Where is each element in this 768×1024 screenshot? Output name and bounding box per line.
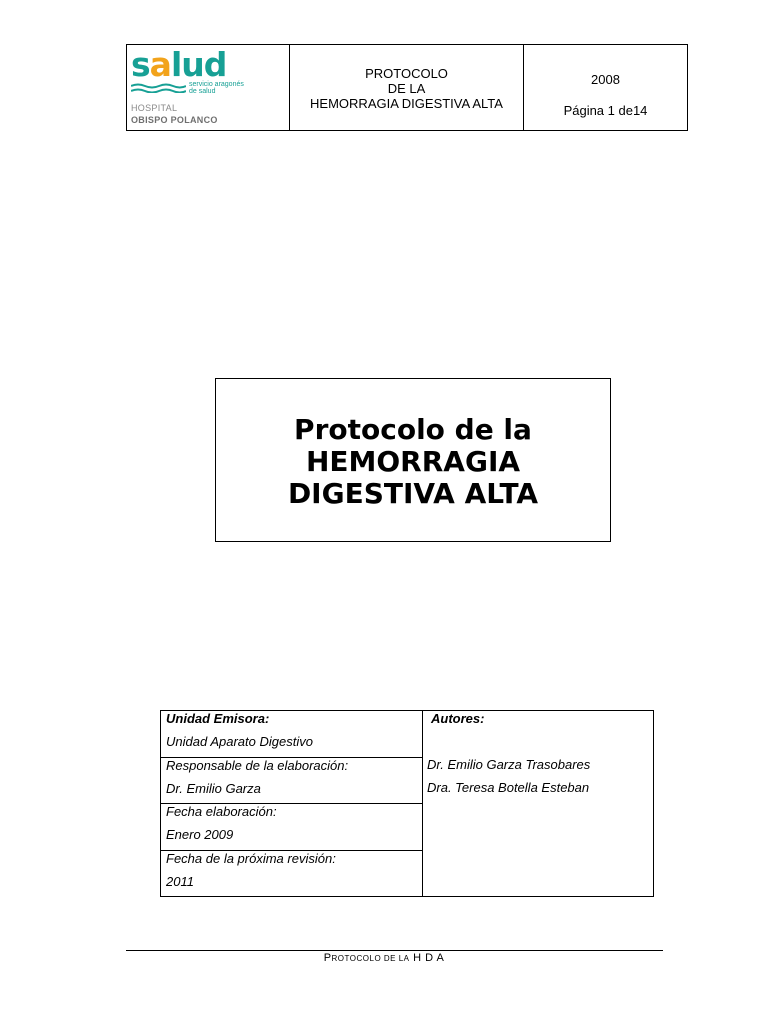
footer-text: PROTOCOLO DE LA H D A xyxy=(323,952,445,964)
logo-cell xyxy=(127,45,290,130)
unidad-cell: Unidad Emisora: Unidad Aparato Digestivo xyxy=(161,711,422,758)
header-year: 2008 xyxy=(591,72,620,87)
page-number: Página 1 de14 xyxy=(563,103,648,118)
autores-cell xyxy=(423,711,653,896)
autores-label: Autores: xyxy=(431,711,485,726)
logo-subtitle: servicio aragonés de salud xyxy=(189,81,244,95)
header-title: PROTOCOLO DE LA HEMORRAGIA DIGESTIVA ALTA xyxy=(290,45,524,130)
waves-icon xyxy=(131,83,186,93)
salud-logo: salud xyxy=(131,45,227,84)
info-table xyxy=(160,710,654,897)
header-table xyxy=(126,44,688,131)
fecha-cell: Fecha elaboración: Enero 2009 xyxy=(161,804,422,851)
revision-cell: Fecha de la próxima revisión: 2011 xyxy=(166,850,336,889)
info-left-column xyxy=(161,711,423,896)
footer-divider xyxy=(126,950,663,951)
autor-item: Dra. Teresa Botella Esteban xyxy=(427,780,590,795)
hospital-name: HOSPITAL OBISPO POLANCO xyxy=(131,103,218,125)
autor-item: Dr. Emilio Garza Trasobares xyxy=(427,757,591,772)
responsable-cell: Responsable de la elaboración: Dr. Emilio Garza xyxy=(161,758,422,805)
header-meta xyxy=(524,45,687,130)
document-title: Protocolo de la HEMORRAGIA DIGESTIVA ALTA xyxy=(215,378,611,542)
